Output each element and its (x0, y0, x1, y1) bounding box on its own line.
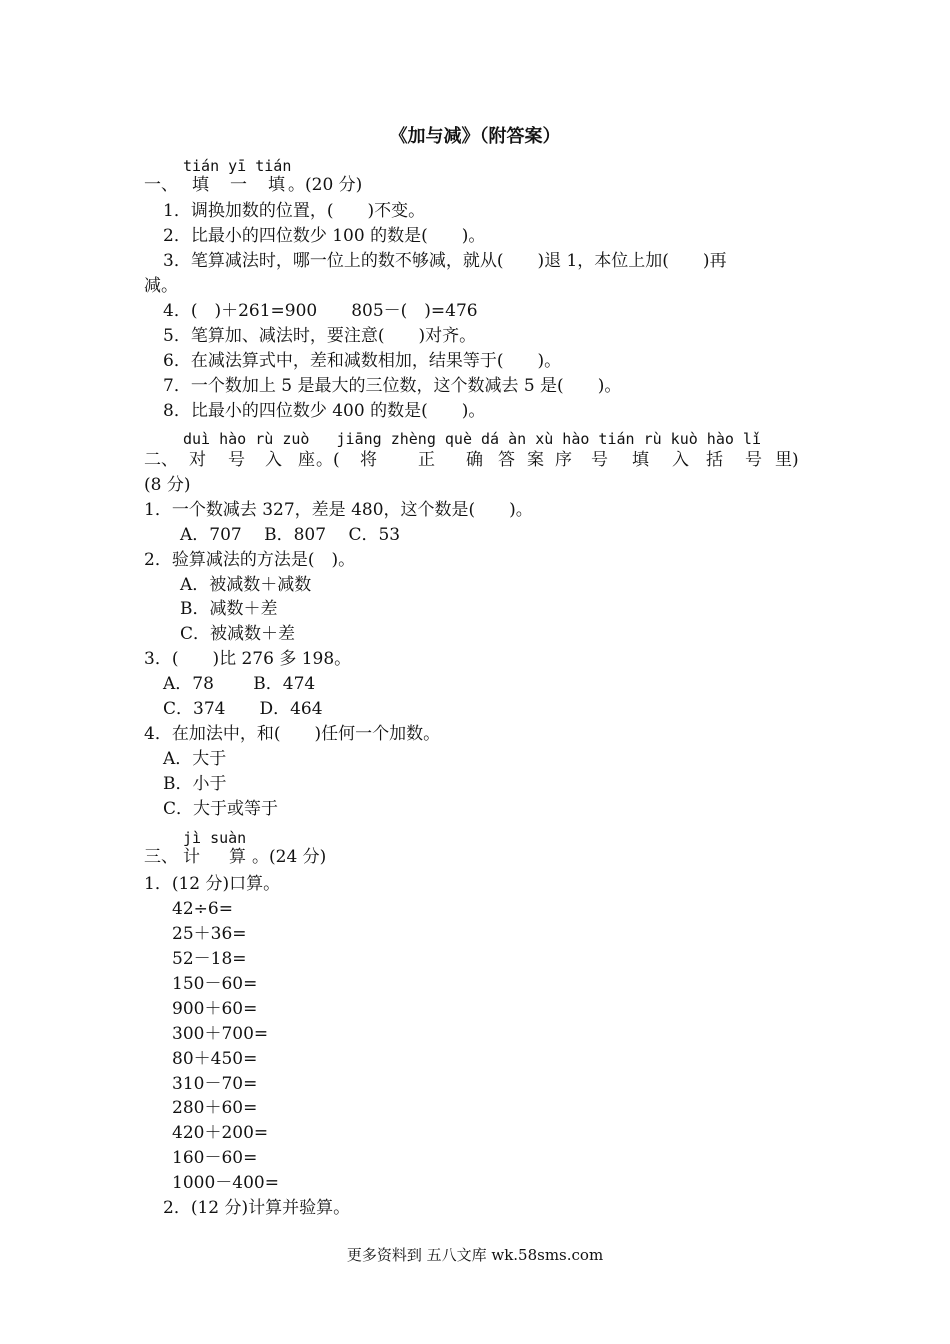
answer-options: A．707 B．807 C．53 (163, 525, 401, 545)
answer-option: C．被减数＋差 (163, 624, 296, 644)
section2-pinyin: duì hào rù zuò jiāng zhèng què dá àn xù hào tián rù kuò hào lǐ (183, 430, 761, 448)
calc-item: 900＋60= (172, 999, 258, 1019)
answer-option: A．大于 (163, 749, 227, 769)
calc-item: 160－60= (172, 1148, 258, 1168)
question-item: 1．一个数减去 327，差是 480，这个数是( )。 (144, 500, 533, 520)
section1-heading-char: 填 (192, 175, 209, 195)
section2-heading-char: 序 (555, 450, 572, 470)
document-title: 《加与减》（附答案） (389, 126, 561, 147)
section1-heading-suffix: 。(20 分) (288, 175, 363, 195)
question-item: 6．在减法算式中，差和减数相加，结果等于( )。 (163, 351, 562, 371)
section2-heading-prefix: 二、 (144, 450, 178, 470)
question-item: 2．验算减法的方法是( )。 (144, 550, 356, 570)
section2-heading-char: 填 (632, 450, 649, 470)
calc-item: 420＋200= (172, 1123, 269, 1143)
section1-pinyin: tián yī tián (183, 157, 292, 175)
calc-item: 280＋60= (172, 1098, 258, 1118)
answer-option: B．减数＋差 (163, 599, 278, 619)
section2-heading-char: 座 (298, 450, 315, 470)
answer-option: B．小于 (163, 774, 227, 794)
section2-heading-char: 答 (498, 450, 515, 470)
subquestion: 2．(12 分)计算并验算。 (163, 1198, 351, 1218)
answer-option: C．大于或等于 (163, 799, 279, 819)
section3-pinyin: jì suàn (183, 829, 247, 847)
section2-heading-char: 对 (189, 450, 206, 470)
section2-heading-char: 确 (466, 450, 483, 470)
question-item: 4．( )＋261=900 805－( )=476 (163, 301, 478, 321)
subquestion: 1．(12 分)口算。 (144, 874, 281, 894)
question-item: 7．一个数加上 5 是最大的三位数，这个数减去 5 是( )。 (163, 376, 622, 396)
calc-item: 25＋36= (172, 924, 247, 944)
section2-heading-char: 案 (527, 450, 544, 470)
question-item: 3．笔算减法时，哪一位上的数不够减，就从( )退 1，本位上加( )再 (163, 251, 727, 271)
calc-item: 150－60= (172, 974, 258, 994)
calc-item: 80＋450= (172, 1049, 258, 1069)
section3-heading-char: 算 (229, 847, 246, 867)
section2-heading-char: 入 (672, 450, 689, 470)
section3-heading-prefix: 三、 (144, 847, 178, 867)
section2-heading-char: 入 (265, 450, 282, 470)
calc-item: 300＋700= (172, 1024, 269, 1044)
section1-heading-prefix: 一、 (144, 175, 178, 195)
calc-item: 1000－400= (172, 1173, 279, 1193)
question-item: 3．( )比 276 多 198。 (144, 649, 352, 669)
answer-options: C．374 D．464 (163, 699, 323, 719)
answer-options: A．78 B．474 (163, 674, 316, 694)
section2-heading-char: 括 (706, 450, 723, 470)
answer-option: A．被减数＋减数 (163, 575, 312, 595)
question-item: 2．比最小的四位数少 100 的数是( )。 (163, 226, 486, 246)
question-item: 1．调换加数的位置，( )不变。 (163, 201, 426, 221)
calc-item: 52－18= (172, 949, 247, 969)
section2-heading-char: 正 (418, 450, 435, 470)
section2-heading-char: 号 (228, 450, 245, 470)
question-item: 5．笔算加、减法时，要注意( )对齐。 (163, 326, 477, 346)
question-item: 减。 (144, 276, 178, 296)
section1-heading-char: 填 (268, 175, 285, 195)
section3-heading-char: 计 (183, 847, 200, 867)
section2-heading-char: 号 (591, 450, 608, 470)
calc-item: 310－70= (172, 1074, 258, 1094)
section2-heading-char: 将 (360, 450, 377, 470)
section3-heading-suffix: 。(24 分) (252, 847, 327, 867)
question-item: 4．在加法中，和( )任何一个加数。 (144, 724, 441, 744)
footer-source-link[interactable]: 更多资料到 五八文库 wk.58sms.com (346, 1246, 604, 1264)
section2-heading-char: 。( (316, 450, 340, 470)
calc-item: 42÷6= (172, 899, 233, 919)
section2-score: (8 分) (144, 475, 191, 495)
section1-heading-char: 一 (230, 175, 247, 195)
question-item: 8．比最小的四位数少 400 的数是( )。 (163, 401, 486, 421)
section2-heading-char: 里) (775, 450, 799, 470)
section2-heading-char: 号 (745, 450, 762, 470)
